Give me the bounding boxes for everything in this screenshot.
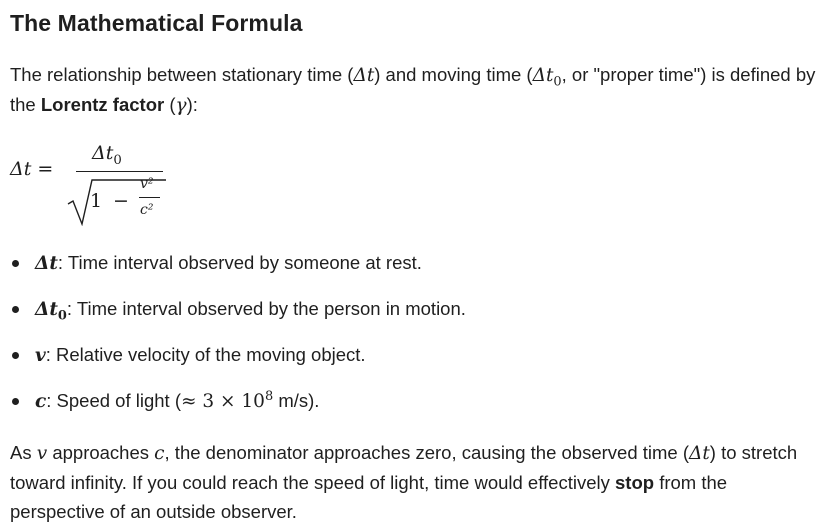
variable-symbol: c <box>35 391 47 412</box>
closing-text-5: from the perspective of an outside observer. <box>10 472 728 522</box>
closing-paragraph <box>10 438 822 526</box>
intro-text-2: ) and moving time ( <box>374 64 533 85</box>
formula-v-squared: v² <box>140 176 154 192</box>
formula-denominator <box>66 174 166 226</box>
variable-symbol: Δt <box>35 253 58 274</box>
inner-fraction-bar <box>139 197 160 198</box>
time-dilation-formula <box>10 140 210 230</box>
list-item <box>10 386 466 432</box>
speed-of-light-mantissa: ≈ 3 × 10 <box>181 391 265 412</box>
variable-description-tail: m/s). <box>273 390 320 411</box>
lorentz-factor-term: Lorentz factor <box>40 94 165 115</box>
stationary-time-symbol: Δt <box>353 65 375 86</box>
bullet-icon <box>12 352 19 359</box>
variable-symbol-base: Δt <box>35 299 58 320</box>
gamma-symbol: γ <box>175 95 187 116</box>
fraction-bar <box>76 171 163 172</box>
intro-paragraph <box>10 60 822 120</box>
list-item <box>10 340 466 386</box>
proper-time-symbol <box>532 65 562 90</box>
light-speed-symbol: c <box>154 443 165 464</box>
observed-time-symbol: Δt <box>689 443 710 464</box>
formula-numerator <box>92 142 122 168</box>
formula-one: 1 <box>90 190 103 212</box>
speed-of-light-exponent: 8 <box>264 388 274 404</box>
variable-definitions-list <box>10 248 466 432</box>
bullet-icon <box>12 260 19 267</box>
intro-text-1: The relationship between stationary time ( <box>10 64 354 85</box>
proper-time-symbol-base: Δt <box>532 65 554 86</box>
section-heading: The Mathematical Formula <box>10 10 303 36</box>
formula-numerator-subscript: 0 <box>113 152 122 168</box>
variable-description: : Relative velocity of the moving object. <box>45 344 366 365</box>
closing-text-1: As <box>10 442 37 463</box>
speed-of-light-value <box>181 388 274 412</box>
intro-text-4: ( <box>164 94 176 115</box>
proper-time-subscript: 0 <box>553 74 562 90</box>
formula-lhs: Δt = <box>10 158 54 180</box>
list-item <box>10 248 466 294</box>
variable-description: : Speed of light ( <box>46 390 181 411</box>
variable-description: : Time interval observed by the person in motion. <box>66 298 466 319</box>
closing-text-4: ) to stretch toward infinity. If you could reach the speed of light, time would effectively <box>10 442 798 493</box>
formula-c-squared: c² <box>140 202 154 218</box>
intro-text-3: , or "proper time") is defined by the <box>10 64 816 115</box>
closing-text-3: , the denominator approaches zero, causing the observed time ( <box>164 442 689 463</box>
bullet-icon <box>12 306 19 313</box>
bullet-icon <box>12 398 19 405</box>
variable-subscript: 0 <box>57 308 67 324</box>
formula-minus: − <box>113 190 129 212</box>
stop-term: stop <box>615 472 655 493</box>
variable-symbol: v <box>35 345 46 366</box>
closing-text-2: approaches <box>47 442 155 463</box>
variable-symbol <box>35 299 67 324</box>
list-item <box>10 294 466 340</box>
intro-text-5: ): <box>186 94 198 115</box>
formula-numerator-base: Δt <box>92 142 114 164</box>
variable-description: : Time interval observed by someone at rest. <box>57 252 422 273</box>
velocity-symbol: v <box>36 443 48 464</box>
